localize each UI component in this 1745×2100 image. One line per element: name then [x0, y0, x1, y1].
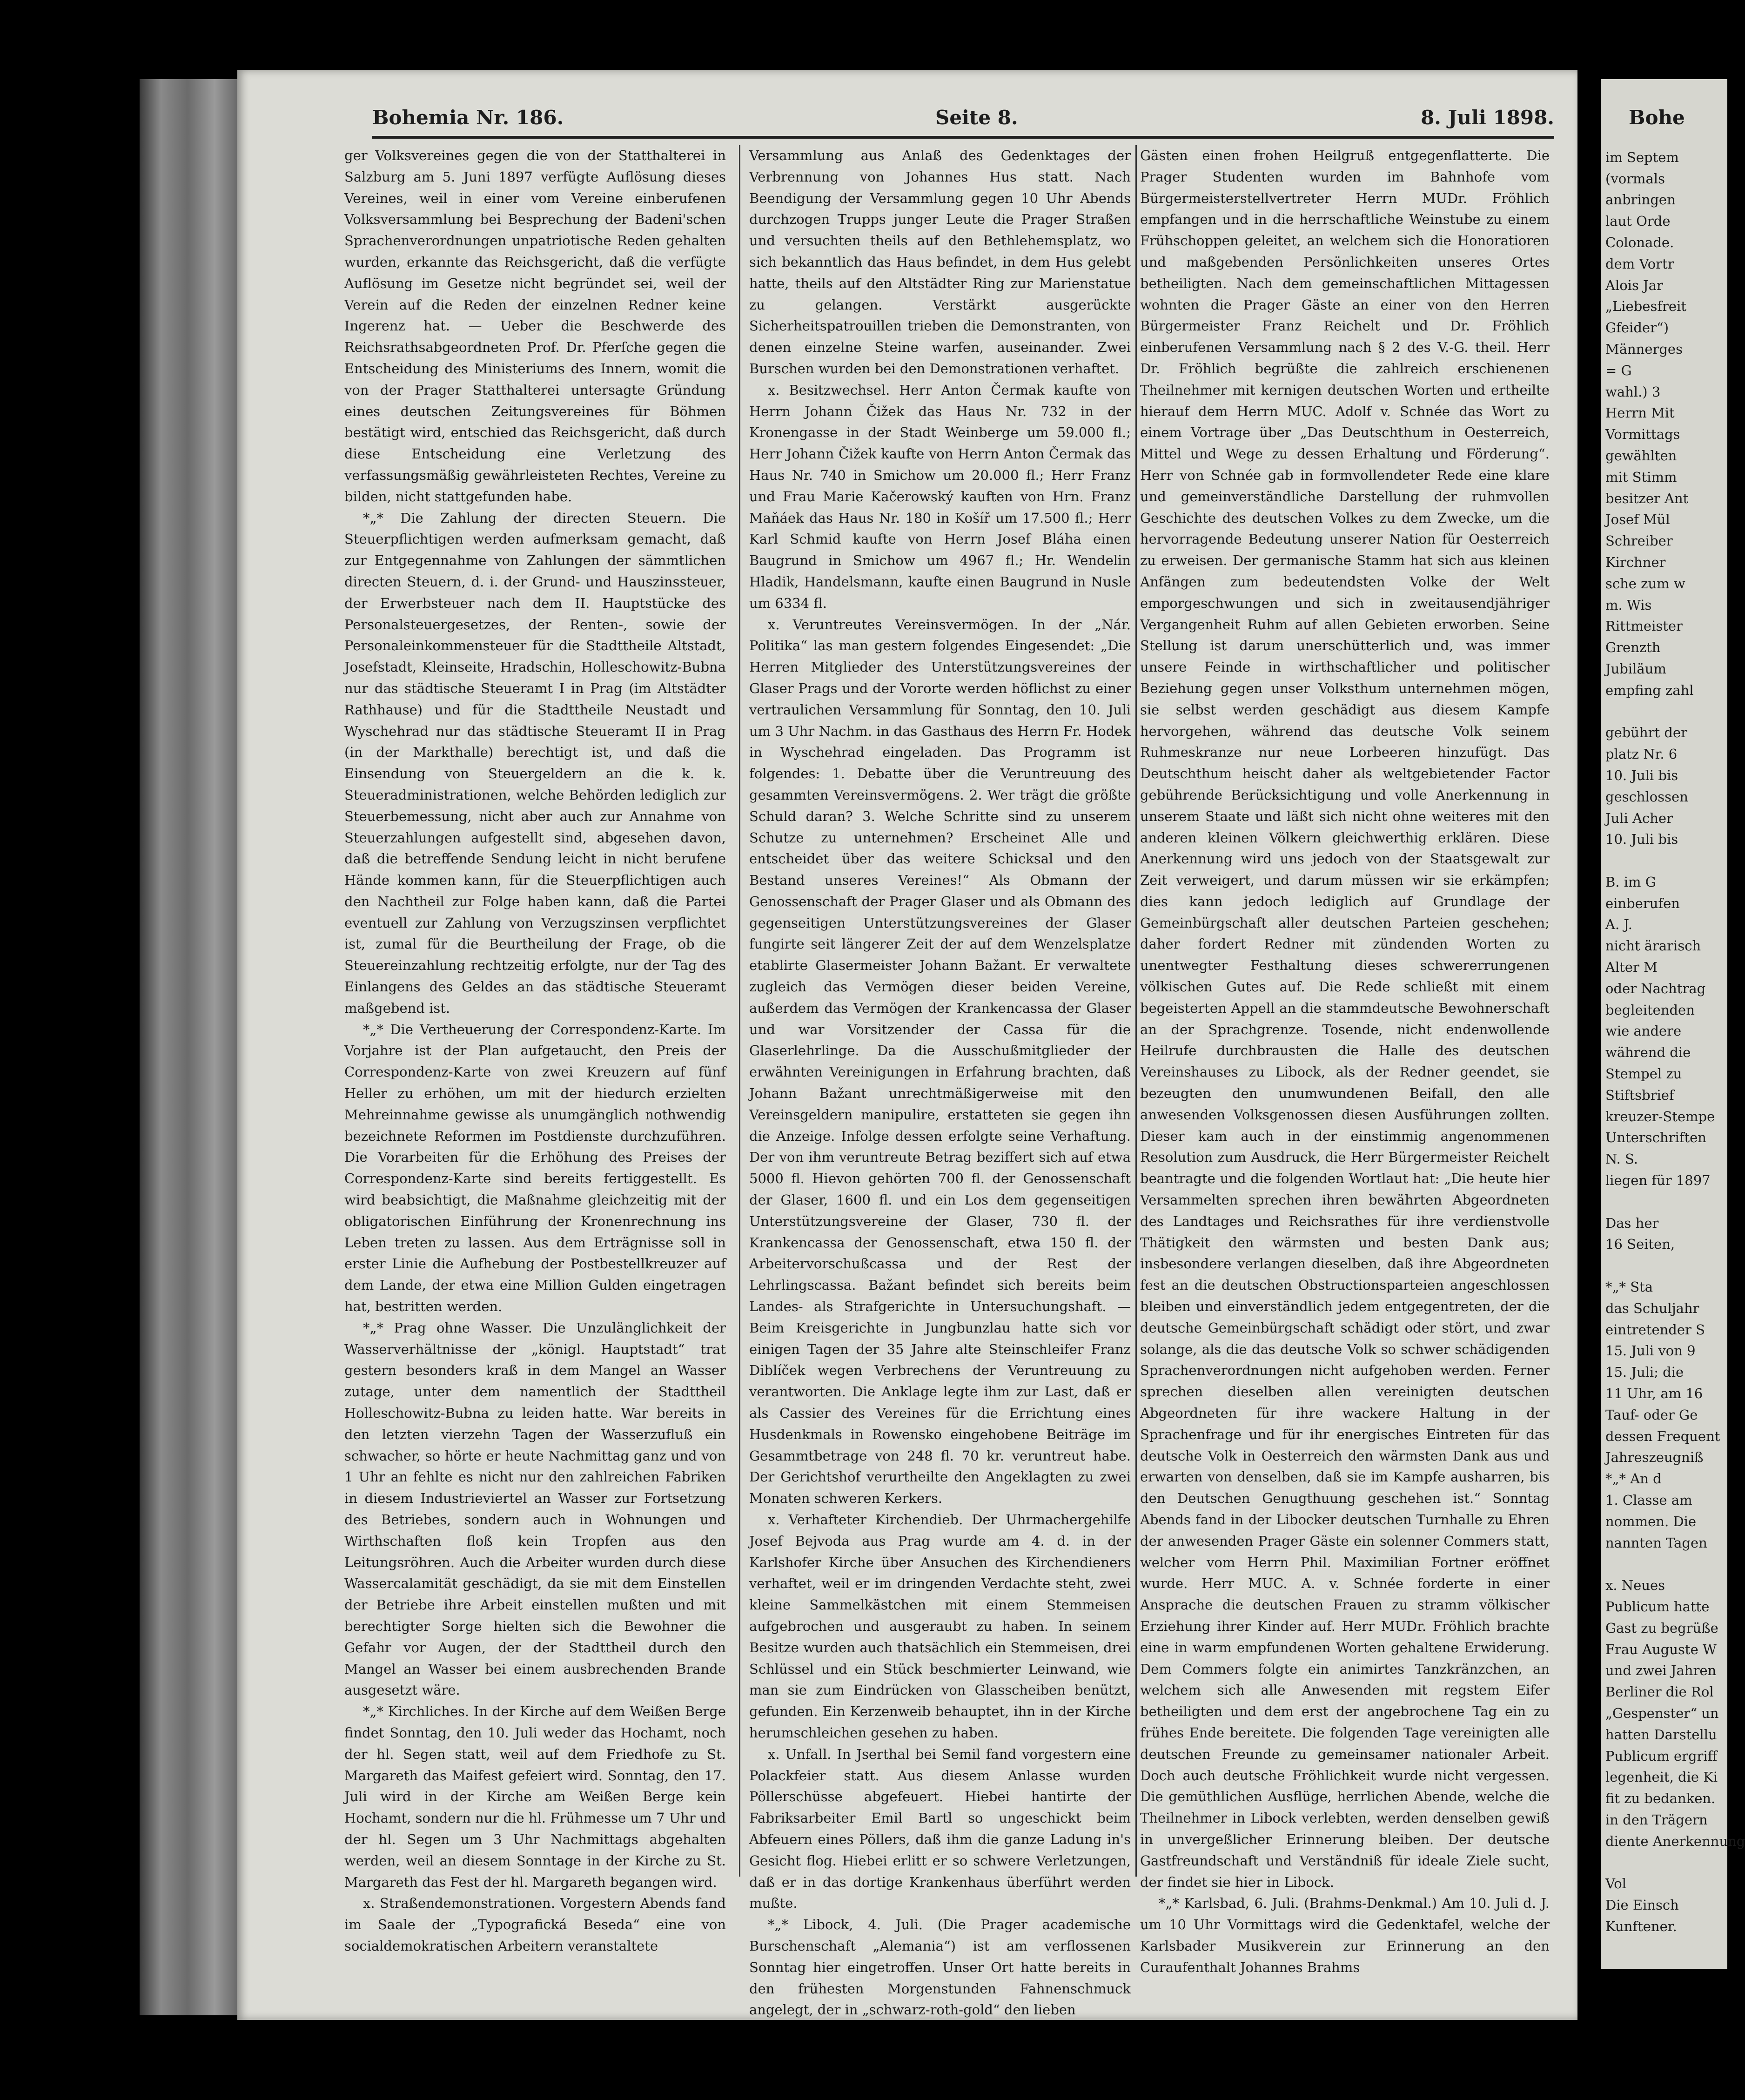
- column-2: [749, 145, 1131, 2018]
- article-paragraph: *„* Die Zahlung der directen Steuern. Die Steuerpflichtigen werden aufmerksam gemacht, daß zur Entgegennahme von Zahlungen der sämmtlichen directen Steuern, d. i. der Grund- und Hauszinssteuer, der Erwerbsteuer nach dem II. Hauptstücke des Personalsteuergesetzes, der Renten-, sowie der Personaleinkommensteuer für die Stadttheile Altstadt, Josefstadt, Kleinseite, Hradschin, Holleschowitz-Bubna nur das städtische Steueramt I in Prag (im Altstädter Rathhause) und für die Stadttheile Neustadt und Wyschehrad nur das städtische Steueramt II in Prag (in der Markthalle) berechtigt ist, und daß die Einsendung von Steuergeldern an die k. k. Steueradministrationen, welche Behörden lediglich zur Steuerbemessung, nicht aber auch zur Annahme von Steuerzahlungen aufgestellt sind, abgesehen davon, daß die betreffende Sendung leicht in nicht berufene Hände kommen kann, für die Steuerpflichtigen auch den Nachtheil zur Folge haben kann, daß die Partei eventuell zur Zahlung von Verzugszinsen verpflichtet ist, zumal für die Beurtheilung der Frage, ob die Steuereinzahlung rechtzeitig erfolgte, nur der Tag des Einlangens des Geldes an das städtische Steueramt maßgebend ist.: [344, 510, 726, 1016]
- article-paragraph: Gästen einen frohen Heilgruß entgegenflatterte. Die Prager Studenten wurden im Bahnhofe vom Bürgermeisterstellvertreter Herrn MUDr. Fröhlich empfangen und in die herrschaftliche Weinstube zu einem Frühschoppen geleitet, an welchem sich die Honoratioren und maßgebenden Persönlichkeiten unseres Ortes betheiligten. Nach dem gemeinschaftlichen Mittagessen wohnten die Prager Gäste an einer von den Herren Bürgermeister Franz Reichelt und Dr. Fröhlich einberufenen Versammlung nach § 2 des V.-G. theil. Herr Dr. Fröhlich begrüßte die zahlreich erschienenen Theilnehmer mit kernigen deutschen Worten und ertheilte hierauf dem Herrn MUC. Adolf v. Schnée das Wort zu einem Vortrage über „Das Deutschthum in Oesterreich, Mittel und Wege zu dessen Erhaltung und Förderung“. Herr von Schnée gab in formvollendeter Rede eine klare und gemeinverständliche Darstellung der ruhmvollen Geschichte des deutschen Volkes zu dem Zwecke, um die hervorragende Bedeutung unserer Nation für Oesterreich zu erweisen. Der germanische Stamm hat sich aus kleinen Anfängen zum bedeutendsten Volke der Welt emporgeschwungen und sich in zweitausendjähriger Vergangenheit Ruhm auf allen Gebieten erworben. Seine Stellung ist darum unerschütterlich und, was immer unsere Feinde in wirthschaftlicher und politischer Beziehung gegen unser Volksthum unternehmen mögen, sie selbst werden geschädigt aus diesem Kampfe hervorgehen, während das deutsche Volk seinem Ruhmeskranze nur neue Lorbeeren hinzufügt. Das Deutschthum heischt daher als weltgebietender Factor gebührende Berücksichtigung und volle Anerkennung in unserem Staate und läßt sich nicht ohne weiteres mit den anderen kleinen Völkern gleichwerthig erklären. Diese Anerkennung wird uns jedoch von der Staatsgewalt zur Zeit verweigert, und darum müssen wir sie erkämpfen; dies kann jedoch lediglich auf Grundlage der Gemeinbürgschaft aller deutschen Parteien geschehen; daher fordert Redner mit zündenden Worten zu unentwegter Festhaltung dieses schwererrungenen völkischen Gutes auf. Die Rede schließt mit einem begeisterten Appell an die stammdeutsche Bewohnerschaft an der Sprachgrenze. Tosende, nicht endenwollende Heilrufe durchbrausten die Halle des deutschen Vereinshauses zu Libock, als der Redner geendet, sie bezeugten den unumwundenen Beifall, den alle anwesenden Volksgenossen diesen Ausführungen zollten. Dieser kam auch in der einstimmig angenommenen Resolution zum Ausdruck, die Herr Bürgermeister Reichelt beantragte und die folgenden Wortlaut hat: „Die heute hier Versammelten sprechen ihren bewährten Abgeordneten des Landtages und Reichsrathes für ihre verdienstvolle Thätigkeit den wärmsten und besten Dank aus; insbesondere verlangen dieselben, daß ihre Abgeordneten fest an die deutschen Obstructionsparteien angeschlossen bleiben und einverständlich jedem entgegentreten, der die deutsche Gemeinbürgschaft schädigt oder stört, und zwar solange, als die das deutsche Volk so schwer schädigenden Sprachenverordnungen nicht aufgehoben werden. Ferner sprechen dieselben allen vereinigten deutschen Abgeordneten für ihre wackere Haltung in der Sprachenfrage und für ihr energisches Eintreten für das deutsche Volk in Oesterreich den wärmsten Dank aus und erwarten von denselben, daß sie im Kampfe ausharren, bis den Deutschen Genugthuung geschehen ist.“ Sonntag Abends fand in der Libocker deutschen Turnhalle zu Ehren der anwesenden Prager Gäste ein solenner Commers statt, welcher vom Herrn Phil. Maximilian Fortner eröffnet wurde. Herr MUC. A. v. Schnée forderte in einer Ansprache die deutschen Frauen zu stramm völkischer Erziehung ihrer Kinder auf. Herr MUDr. Fröhlich brachte eine in warm empfundenen Worten gehaltene Erwiderung. Dem Commers folgte ein animirtes Tanzkränzchen, an welchem sich alle Anwesenden mit regstem Eifer betheiligten und dem erst der angebrochene Tag ein zu frühes Ende bereitete. Die folgenden Tage vereinigten alle deutschen Freunde zu gemeinsamer nationaler Arbeit. Doch auch deutsche Fröhlichkeit wurde nicht vergessen. Die gemüthlichen Ausflüge, herrlichen Abende, welche die Theilnehmer in Libock verlebten, werden denselben gewiß in unvergeßlicher Erinnerung bleiben. Der deutsche Gastfreundschaft und Verständniß für ideale Ziele sucht, der findet sie hier in Libock.: [1140, 148, 1550, 1890]
- adjacent-page-line: anbringen: [1605, 192, 1676, 208]
- adjacent-page-line: 16 Seiten,: [1605, 1236, 1675, 1252]
- adjacent-page-line: liegen für 1897: [1605, 1172, 1711, 1189]
- article-paragraph: x. Veruntreutes Vereinsvermögen. In der „Nár. Politika“ las man gestern folgendes Eingesendet: „Die Herren Mitglieder des Unterstützungsvereines der Glaser Prags und der Vororte werden höflichst zu einer vertraulichen Versammlung für Sonntag, den 10. Juli um 3 Uhr Nachm. in das Gasthaus des Herrn Fr. Hodek in Wyschehrad eingeladen. Das Programm ist folgendes: 1. Debatte über die Veruntreuung des gesammten Vereinsvermögens. 2. Wer trägt die größte Schuld daran? 3. Welche Schritte sind zu unserem Schutze zu unternehmen? Erscheinet Alle und entscheidet über das weitere Schicksal und den Bestand unseres Vereines!“ Als Obmann der Genossenschaft der Prager Glaser und als Obmann des gegenseitigen Unterstützungsvereines der Glaser fungirte seit längerer Zeit der auf dem Wenzelsplatze etablirte Glasermeister Johann Bažant. Er verwaltete zugleich das Vermögen dieser beiden Vereine, außerdem das Vermögen der Krankencassa der Glaser und war Vorsitzender der Cassa für die Glaserlehrlinge. Da die Ausschußmitglieder der erwähnten Vereinigungen in Erfahrung brachten, daß Johann Bažant unrechtmäßigerweise mit den Vereinsgeldern manipulire, erstatteten sie gegen ihn die Anzeige. Infolge dessen erfolgte seine Verhaftung. Der von ihm veruntreute Betrag beziffert sich auf etwa 5000 fl. Hievon gehörten 700 fl. der Genossenschaft der Glaser, 1600 fl. und ein Los dem gegenseitigen Unterstützungsvereine der Glaser, 730 fl. der Krankencassa der Genossenschaft, etwa 150 fl. der Arbeitervorschußcassa und der Rest der Lehrlingscassa. Bažant befindet sich bereits beim Landes- als Strafgerichte in Untersuchungshaft. — Beim Kreisgerichte in Jungbunzlau hatte sich vor einigen Tagen der 35 Jahre alte Steinschleifer Franz Diblíček wegen Verbrechens der Veruntreuung zu verantworten. Die Anklage legte ihm zur Last, daß er als Cassier des Vereines für die Errichtung eines Husdenkmals in Rowensko eingehobene Beiträge im Gesammtbetrage von 248 fl. 70 kr. veruntreut habe. Der Gerichtshof verurtheilte den Angeklagten zu zwei Monaten schweren Kerkers.: [749, 616, 1131, 1507]
- adjacent-page-header: Bohe: [1629, 106, 1685, 129]
- adjacent-page-line: 1. Classe am: [1605, 1492, 1692, 1508]
- adjacent-page-line: [1601, 1191, 1727, 1213]
- adjacent-page-line: gebührt der: [1605, 725, 1687, 741]
- adjacent-page-line: Publicum hatte: [1605, 1598, 1710, 1615]
- article-paragraph: *„* Kirchliches. In der Kirche auf dem Weißen Berge findet Sonntag, den 10. Juli weder das Hochamt, noch der hl. Segen statt, weil auf dem Friedhofe zu St. Margareth das Maifest gefeiert wird. Sonntag, den 17. Juli wird in der Kirche am Weißen Berge kein Hochamt, sondern nur die hl. Frühmesse um 7 Uhr und der hl. Segen um 3 Uhr Nachmittags abgehalten werden, weil an diesem Sonntage in der Kirche zu St. Margareth das Fest der hl. Margareth begangen wird.: [344, 1703, 726, 1890]
- adjacent-page-line: Unterschriften: [1605, 1130, 1706, 1146]
- article-paragraph: *„* Prag ohne Wasser. Die Unzulänglichkeit der Wasserverhältnisse der „königl. Hauptstadt“ trat gestern besonders kraß in dem Mangel an Wasser zutage, unter dem namentlich der Stadttheil Holleschowitz-Bubna zu leiden hatte. War bereits in den letzten vierzehn Tagen der Wasserzufluß ein schwacher, so hörte er heute Nachmittag ganz und von 1 Uhr an fehlte es nicht nur den zahlreichen Fabriken in diesem Industrieviertel an Wasser zur Fortsetzung des Betriebes, sondern auch in Wohnungen und Wirthschaften floß kein Tropfen aus den Leitungsröhren. Auch die Arbeiter wurden durch diese Wassercalamität geschädigt, da sie mit dem Einstellen der Betriebe ihre Arbeit einstellen mußten und mit berechtigter Sorge hielten sich die Bewohner die Gefahr vor Augen, der der Stadttheil durch den Mangel an Wasser bei einem ausbrechenden Brande ausgesetzt wäre.: [344, 1319, 726, 1698]
- article-paragraph: x. Verhafteter Kirchendieb. Der Uhrmachergehilfe Josef Bejvoda aus Prag wurde am 4. d. in der Karlshofer Kirche über Ansuchen des Kirchendieners verhaftet, weil er im dringenden Verdachte steht, zwei kleine Sammelkästchen mit einem Stemmeisen aufgebrochen und ausgeraubt zu haben. In seinem Besitze wurden auch thatsächlich ein Stemmeisen, drei Schlüssel und ein Stück beschmierter Leinwand, wie man sie zum Eindrücken von Glasscheiben benützt, gefunden. Ein Kerzenweib behauptet, ihn in der Kirche herumschleichen gesehen zu haben.: [749, 1512, 1131, 1741]
- adjacent-page-line: Gfeider“): [1605, 320, 1669, 336]
- book-spine: [140, 79, 247, 2015]
- adjacent-page-line: Vol: [1605, 1876, 1627, 1892]
- adjacent-page-line: Berliner die Rol: [1605, 1684, 1714, 1700]
- adjacent-page-line: Männerges: [1605, 341, 1683, 357]
- adjacent-page-line: N. S.: [1605, 1151, 1638, 1167]
- adjacent-page-line: wie andere: [1605, 1023, 1682, 1039]
- adjacent-page-line: nannten Tagen: [1605, 1535, 1707, 1551]
- adjacent-page-line: „Gespenster“ un: [1605, 1705, 1719, 1721]
- adjacent-page-line: dem Vortr: [1605, 256, 1674, 272]
- adjacent-page-line: 10. Juli bis: [1605, 831, 1678, 848]
- adjacent-page-line: Jahreszeugniß: [1605, 1449, 1704, 1466]
- adjacent-page-line: „Liebesfreit: [1605, 298, 1687, 315]
- adjacent-page-line: [1601, 1255, 1727, 1277]
- adjacent-page-line: Schreiber: [1605, 533, 1673, 549]
- adjacent-page-line: das Schuljahr: [1605, 1300, 1699, 1316]
- adjacent-page-line: 11 Uhr, am 16: [1605, 1386, 1703, 1402]
- adjacent-page-line: Herrn Mit: [1605, 405, 1675, 421]
- article-paragraph: *„* Karlsbad, 6. Juli. (Brahms-Denkmal.) Am 10. Juli d. J. um 10 Uhr Vormittags wird die Gedenktafel, welche der Karlsbader Musikverein zur Erinnerung an den Curaufenthalt Johannes Brahms: [1140, 1895, 1550, 1975]
- adjacent-page-line: [1601, 701, 1727, 723]
- header-publication: Bohemia Nr. 186.: [372, 106, 564, 129]
- article-paragraph: Versammlung aus Anlaß des Gedenktages der Verbrennung von Johannes Hus statt. Nach Beendigung der Versammlung gegen 10 Uhr Abends durchzogen Trupps junger Leute die Prager Straßen und versuchten theils auf den Bethlehemsplatz, wo sich bekanntlich das Haus befindet, in dem Hus gelebt hatte, theils auf den Altstädter Ring zur Marienstatue zu gelangen. Verstärkt ausgerückte Sicherheitspatrouillen trieben die Demonstranten, von denen einzelne Steine warfen, auseinander. Zwei Burschen wurden bei den Demonstrationen verhaftet.: [749, 148, 1131, 377]
- adjacent-page-line: Publicum ergriff: [1605, 1748, 1718, 1764]
- adjacent-page-line: gewählten: [1605, 447, 1677, 464]
- adjacent-page-line: Alter M: [1605, 959, 1658, 976]
- adjacent-page-line: m. Wis: [1605, 597, 1652, 613]
- adjacent-page-lines: [1601, 147, 1745, 1938]
- adjacent-page-line: Juli Acher: [1605, 810, 1673, 826]
- adjacent-page-line: Alois Jar: [1605, 277, 1663, 293]
- adjacent-page-line: nicht ärarisch: [1605, 938, 1701, 954]
- adjacent-page-line: Gast zu begrüße: [1605, 1620, 1718, 1636]
- adjacent-page-line: Das her: [1605, 1215, 1659, 1231]
- adjacent-page-line: Rittmeister: [1605, 618, 1683, 634]
- adjacent-page-line: Josef Mül: [1605, 512, 1670, 528]
- adjacent-page-line: und zwei Jahren: [1605, 1662, 1717, 1679]
- adjacent-page-line: besitzer Ant: [1605, 490, 1689, 506]
- adjacent-page-line: diente Anerkennung: [1605, 1833, 1745, 1849]
- adjacent-page-line: begleitenden: [1605, 1002, 1695, 1018]
- adjacent-page-line: empfing zahl: [1605, 682, 1694, 698]
- adjacent-page-line: [1601, 850, 1727, 872]
- article-paragraph: x. Straßendemonstrationen. Vorgestern Abends fand im Saale der „Typografická Beseda“ eine von socialdemokratischen Arbeitern veranstaltete: [344, 1895, 726, 1954]
- adjacent-page-line: Die Einsch: [1605, 1897, 1679, 1913]
- adjacent-page-line: *„* An d: [1605, 1471, 1662, 1487]
- adjacent-page-line: A. J.: [1605, 916, 1632, 933]
- adjacent-page-line: (vormals: [1605, 170, 1665, 187]
- adjacent-page-line: x. Neues: [1605, 1577, 1665, 1594]
- adjacent-page-fragment: [1601, 79, 1745, 1969]
- adjacent-page-line: 10. Juli bis: [1605, 767, 1678, 783]
- adjacent-page-line: Stiftsbrief: [1605, 1087, 1674, 1103]
- header-page-number: Seite 8.: [935, 106, 1018, 129]
- adjacent-page-line: Frau Auguste W: [1605, 1641, 1717, 1657]
- column-divider: [1135, 145, 1137, 1877]
- column-3: [1140, 145, 1550, 1975]
- adjacent-page-line: laut Orde: [1605, 213, 1671, 229]
- adjacent-page-line: während die: [1605, 1044, 1691, 1061]
- adjacent-page-line: einberufen: [1605, 895, 1680, 911]
- column-divider: [739, 145, 740, 1877]
- adjacent-page-line: Colonade.: [1605, 234, 1674, 250]
- adjacent-page-line: dessen Frequent: [1605, 1428, 1720, 1444]
- adjacent-page-line: [1601, 1852, 1727, 1874]
- header-date: 8. Juli 1898.: [1421, 106, 1554, 129]
- page-gap: [1580, 0, 1598, 2100]
- article-paragraph: *„* Libock, 4. Juli. (Die Prager academische Burschenschaft „Alemania“) ist am verflossenen Sonntag hier eingetroffen. Unser Ort hatte bereits in den frühesten Morgenstunden Fahnenschmuck angelegt, der in „schwarz-roth-gold“ den lieben: [749, 1917, 1131, 2018]
- article-paragraph: x. Besitzwechsel. Herr Anton Čermak kaufte von Herrn Johann Čižek das Haus Nr. 732 in der Kronengasse in der Stadt Weinberge um 59.000 fl.; Herr Johann Čižek kaufte von Herrn Anton Čermak das Haus Nr. 740 in Smichow um 20.000 fl.; Herr Franz und Frau Marie Kačerowský kauften von Hrn. Franz Maňáek das Haus Nr. 180 in Košíř um 17.500 fl.; Herr Karl Schmid kaufte von Herrn Josef Bláha einen Baugrund in Smichow um 4967 fl.; Hr. Wendelin Hladik, Handelsmann, kaufte einen Baugrund in Nusle um 6334 fl.: [749, 382, 1131, 611]
- adjacent-page-line: legenheit, die Ki: [1605, 1769, 1718, 1785]
- adjacent-page-line: oder Nachtrag: [1605, 980, 1706, 996]
- adjacent-page-line: Grenzth: [1605, 639, 1661, 656]
- adjacent-page-line: 15. Juli von 9: [1605, 1343, 1696, 1359]
- article-paragraph: x. Unfall. In Jserthal bei Semil fand vorgestern eine Polackfeier statt. Aus diesem Anlasse wurden Pöllerschüsse abgefeuert. Hiebei hantirte der Fabriksarbeiter Emil Bartl so ungeschickt beim Abfeuern eines Pöllers, daß ihm die ganze Ladung in's Gesicht flog. Hiebei erlitt er so schwere Verletzungen, daß er in das dortige Krankenhaus überführt werden mußte.: [749, 1746, 1131, 1912]
- adjacent-page-line: Kirchner: [1605, 554, 1666, 570]
- column-1: [344, 145, 726, 1954]
- adjacent-page-line: wahl.) 3: [1605, 384, 1661, 400]
- header-rule: [372, 136, 1554, 139]
- adjacent-page-line: Jubiläum: [1605, 660, 1666, 677]
- article-paragraph: ger Volksvereines gegen die von der Statthalterei in Salzburg am 5. Juni 1897 verfügte Auflösung dieses Vereines, weil in einer vom Vereine einberufenen Volksversammlung bei Besprechung der Badeni'schen Sprachenverordnungen unpatriotische Reden gehalten wurden, erkannte das Reichsgericht, daß die verfügte Auflösung im Gesetze nicht begründet sei, weil der Verein auf die Reden der einzelnen Redner keine Ingerenz hat. — Ueber die Beschwerde des Reichsrathsabgeordneten Prof. Dr. Pferſche gegen die Entscheidung des Ministeriums des Innern, womit die von der Prager Statthalterei untersagte Gründung eines deutschen Zeitungsvereines für Böhmen bestätigt wird, entschied das Reichsgericht, daß durch diese Entscheidung eine Verletzung des verfassungsmäßig gewährleisteten Rechtes, Vereine zu bilden, nicht stattgefunden habe.: [344, 148, 726, 505]
- adjacent-page-line: eintretender S: [1605, 1321, 1705, 1338]
- adjacent-page-line: sche zum w: [1605, 575, 1685, 592]
- adjacent-page-line: im Septem: [1605, 149, 1679, 165]
- adjacent-page-line: in den Trägern: [1605, 1811, 1708, 1828]
- adjacent-page-line: mit Stimm: [1605, 469, 1677, 485]
- adjacent-page-line: Tauf- oder Ge: [1605, 1407, 1698, 1423]
- adjacent-page-line: B. im G: [1605, 874, 1656, 890]
- adjacent-page-line: [1601, 1554, 1727, 1575]
- adjacent-page-line: Kunftener.: [1605, 1918, 1677, 1934]
- adjacent-page-line: nommen. Die: [1605, 1513, 1697, 1529]
- adjacent-page-line: kreuzer-Stempe: [1605, 1108, 1715, 1124]
- adjacent-page-line: Stempel zu: [1605, 1066, 1682, 1082]
- adjacent-page-line: hatten Darstellu: [1605, 1726, 1717, 1743]
- adjacent-page-line: *„* Sta: [1605, 1279, 1653, 1295]
- adjacent-page-line: fit zu bedanken.: [1605, 1790, 1716, 1807]
- adjacent-page-line: Vormittags: [1605, 426, 1680, 443]
- article-paragraph: *„* Die Vertheuerung der Correspondenz-Karte. Im Vorjahre ist der Plan aufgetaucht, den Preis der Correspondenz-Karte von zwei Kreuzern auf fünf Heller zu erhöhen, um mit der hiedurch erzielten Mehreinnahme gewisse als unumgänglich nothwendig bezeichnete Reformen im Postdienste durchzuführen. Die Vorarbeiten für die Erhöhung des Preises der Correspondenz-Karte sind bereits fertiggestellt. Es wird beabsichtigt, die Maßnahme gleichzeitig mit der obligatorischen Einführung der Kronenrechnung ins Leben treten zu lassen. Aus dem Erträgnisse soll in erster Linie die Aufhebung der Postbestellkreuzer auf dem Lande, der etwa eine Million Gulden eingetragen hat, bestritten werden.: [344, 1021, 726, 1315]
- adjacent-page-line: platz Nr. 6: [1605, 746, 1678, 762]
- page-header: [372, 106, 1554, 134]
- adjacent-page-line: geschlossen: [1605, 788, 1688, 805]
- adjacent-page-line: = G: [1605, 362, 1632, 378]
- adjacent-page-line: 15. Juli; die: [1605, 1364, 1684, 1380]
